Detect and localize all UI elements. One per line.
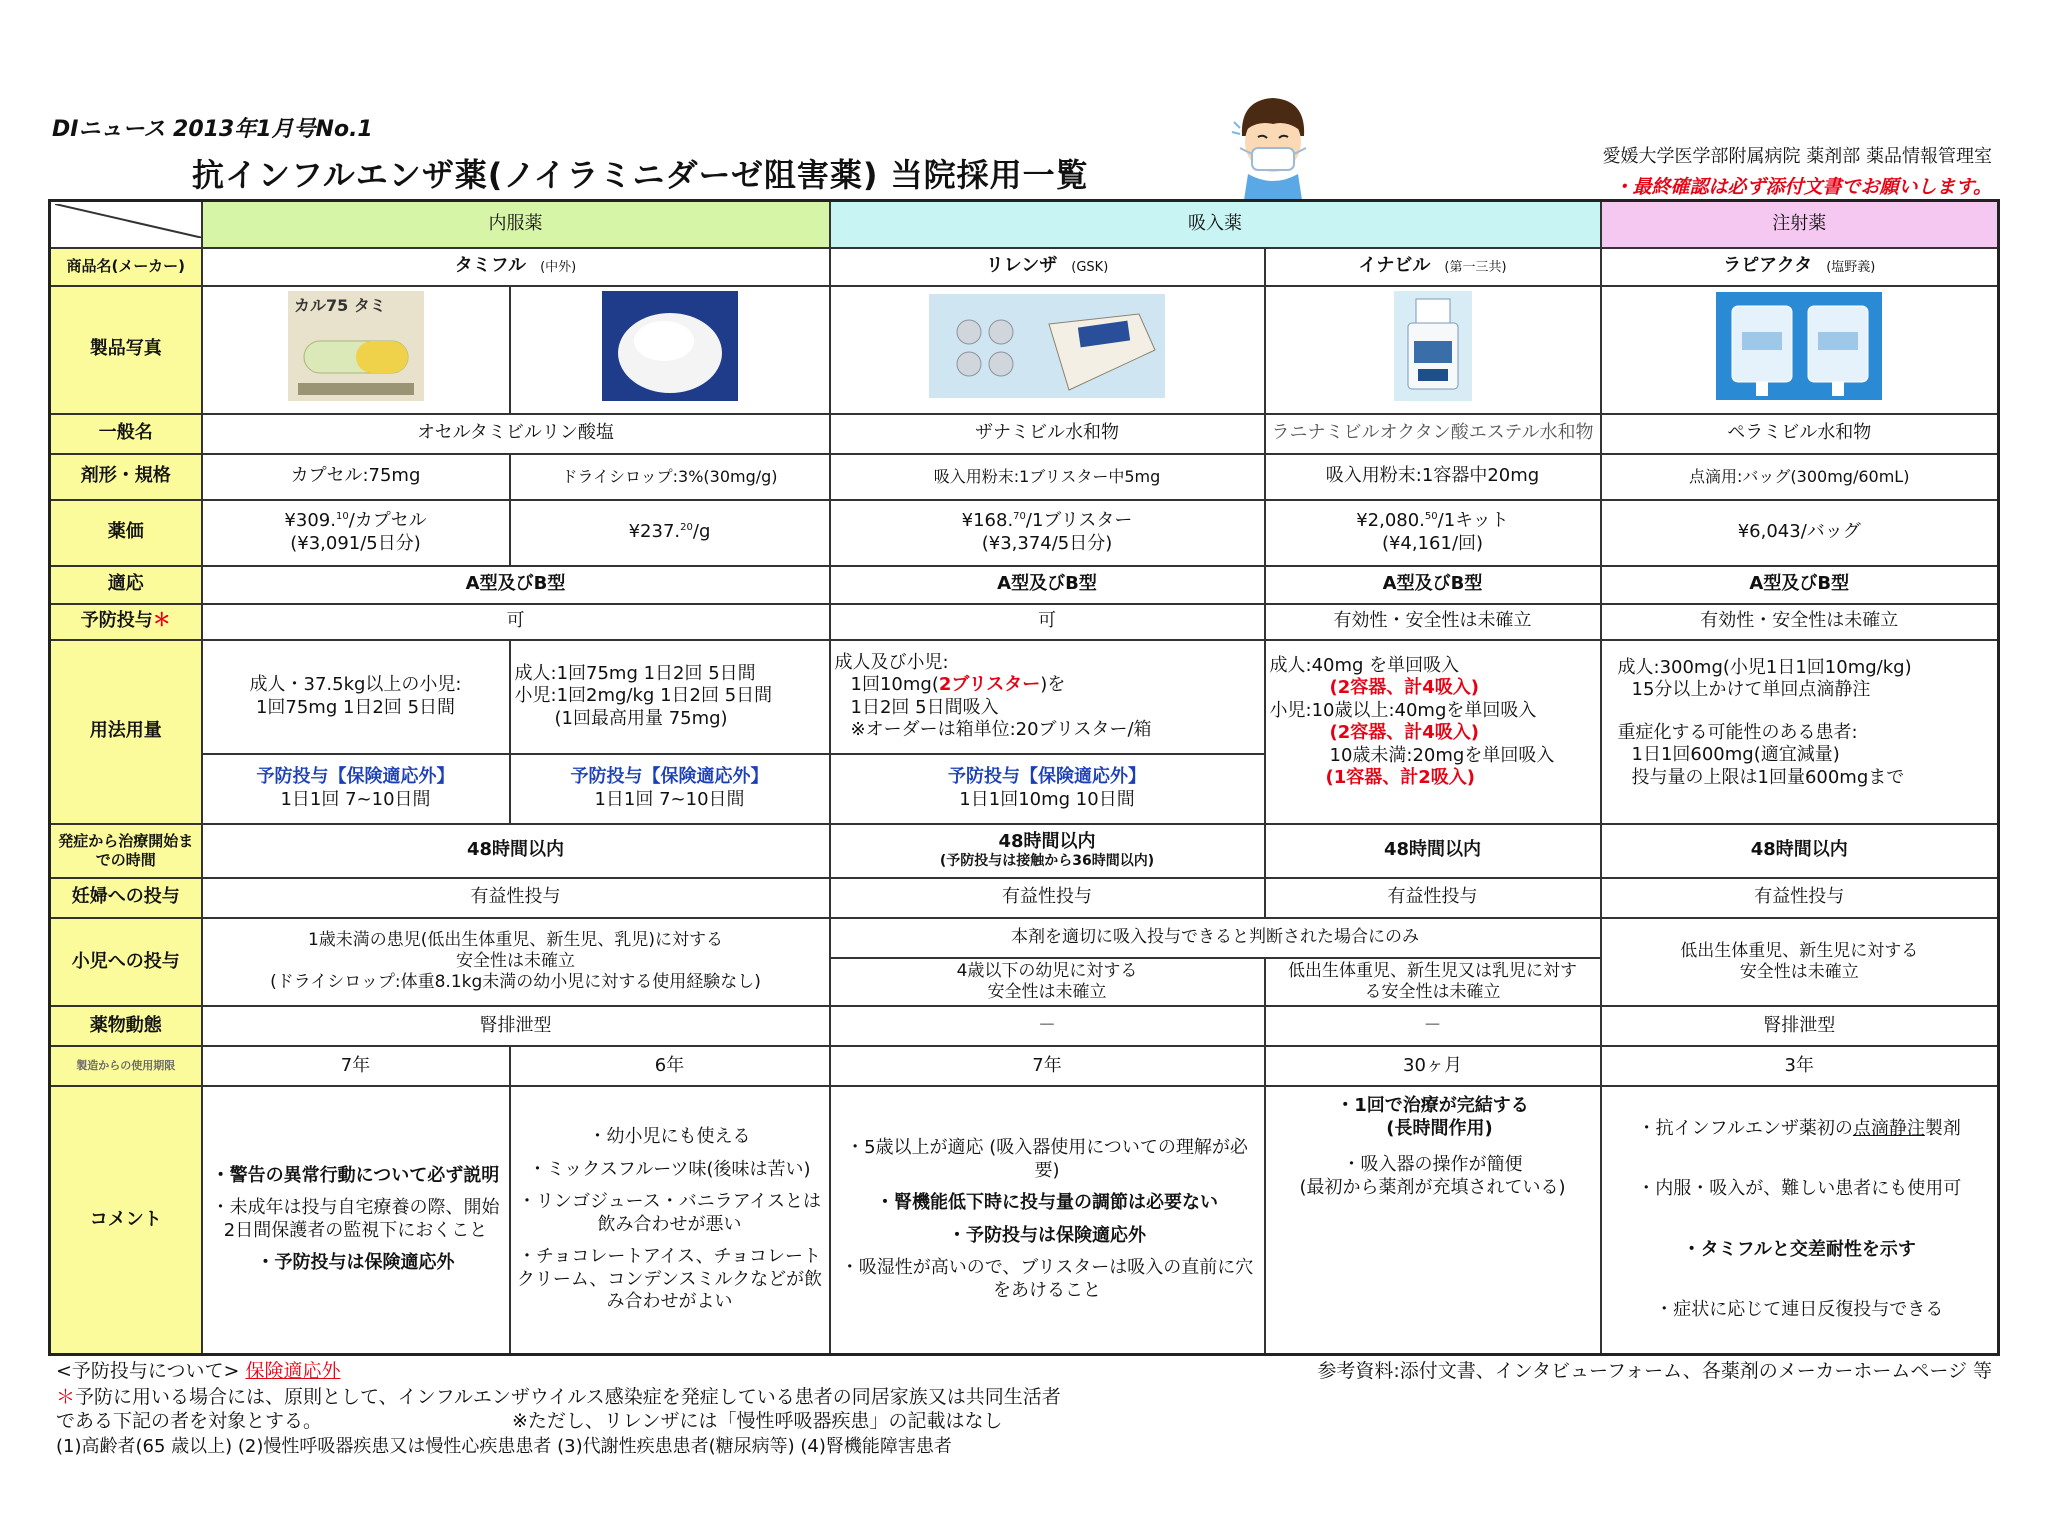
mascot-illustration: [1228, 92, 1318, 200]
dosage-line: 1日1回 7~10日間: [280, 788, 431, 810]
dosage-line: 投与量の上限は1回量600mgまで: [1631, 766, 1905, 788]
price-total: (¥3,091/5日分): [290, 532, 421, 554]
pediatric-line: 1歳未満の患児(低出生体重児、新生児、乳児)に対する: [307, 929, 724, 950]
pediatric-inavir: [1265, 958, 1601, 1007]
dosage-line: 1日2回 5日間吸入: [850, 696, 999, 718]
dosage-line: 成人及び小児:: [834, 651, 949, 673]
pediatric-line: 安全性は未確立: [987, 981, 1107, 1002]
dosage-line: 1日1回600mg(適宜減量): [1631, 744, 1840, 765]
price-value: ¥309.: [284, 510, 336, 531]
comment-item: ・ミックスフルーツ味(後味は苦い): [528, 1158, 811, 1180]
price-total: (¥3,374/5日分): [981, 532, 1113, 554]
dosage-prophylaxis-tamiflu-ds: [510, 754, 830, 824]
dosage-highlight: (1容器、計2吸入): [1325, 767, 1476, 788]
row-label-indication: 適応: [50, 566, 202, 604]
diskhaler-photo: [929, 294, 1165, 398]
photo-tamiflu-capsule: [202, 286, 510, 414]
comment-relenza: [830, 1086, 1265, 1354]
comment-item: ・幼小児にも使える: [588, 1126, 751, 1147]
pediatric-inhaled-common: 本剤を適切に吸入投与できると判断された場合にのみ: [830, 918, 1601, 958]
price-relenza: [830, 500, 1265, 566]
pediatric-relenza: [830, 958, 1265, 1007]
comment-item: ・吸入器の操作が簡便: [1342, 1154, 1523, 1175]
comment-item: ・予防投与は保険適応外: [948, 1224, 1146, 1246]
price-unit: /1ブリスター: [1025, 510, 1133, 531]
comment-item: ・警告の異常行動について必ず説明: [211, 1164, 500, 1186]
maker-name: (中外): [540, 260, 577, 276]
row-label-form: 剤形・規格: [50, 454, 202, 500]
dosage-line: 成人・37.5kg以上の小児:: [249, 674, 462, 695]
comment-item: ・内服・吸入が、難しい患者にも使用可: [1637, 1178, 1962, 1200]
photo-tamiflu-ds: [510, 286, 830, 414]
dosage-line: 1回75mg 1日2回 5日間: [255, 696, 456, 718]
label-text: 予防投与: [80, 610, 153, 632]
page-title: 抗インフルエンザ薬(ノイラミニダーゼ阻害薬) 当院採用一覧: [192, 156, 1089, 194]
comment-tamiflu-capsule: [202, 1086, 510, 1354]
comment-item: ・吸湿性が高いので、ブリスターは吸入の直前に穴をあけること: [840, 1257, 1254, 1301]
corner-cell: [50, 201, 202, 248]
warning-note: ・最終確認は必ず添付文書でお願いします。: [1613, 176, 1992, 198]
onset-relenza: [830, 824, 1265, 878]
iv-bag-photo: [1716, 292, 1882, 400]
price-line: [835, 510, 1260, 533]
comment-text: 製剤: [1924, 1117, 1961, 1139]
footnote-line: である下記の者を対象とする。: [56, 1410, 323, 1432]
pediatric-rapiacta: [1601, 918, 1999, 1007]
kinetics-relenza: －: [830, 1006, 1265, 1046]
row-label-dosage: 用法用量: [50, 640, 202, 824]
dosage-tamiflu-ds: [510, 640, 830, 754]
pediatric-line: 低出生体重児、新生児に対する: [1680, 940, 1919, 961]
form-relenza: 吸入用粉末:1ブリスター中5mg: [830, 454, 1265, 500]
prophylaxis-title: 予防投与【保険適応外】: [570, 766, 769, 787]
comment-item: ・タミフルと交差耐性を示す: [1682, 1238, 1916, 1260]
onset-note: (予防投与は接触から36時間以内): [939, 853, 1155, 869]
product-name: ラピアクタ: [1723, 255, 1813, 277]
pregnancy-rapiacta: 有益性投与: [1601, 878, 1999, 918]
dosage-line: 1日1回 7~10日間: [594, 788, 745, 810]
maker-name: (GSK): [1071, 260, 1109, 276]
spacer: [1618, 702, 1994, 722]
dosage-line: 成人:40mg を単回吸入: [1269, 654, 1460, 676]
price-value: ¥168.: [961, 510, 1014, 531]
footnote-text: 予防に用いる場合には、原則として、インフルエンザウイルス感染症を発症している患者の同居家族又は共同生活者: [75, 1386, 1061, 1408]
pediatric-line: (ドライシロップ:体重8.1kg未満の幼小児に対する使用経験なし): [270, 972, 761, 993]
dosage-line: 成人:300mg(小児1日1回10mg/kg): [1617, 656, 1912, 678]
comment-item: ・予防投与は保険適応外: [256, 1252, 455, 1274]
price-value: ¥237.: [628, 521, 681, 543]
prophylaxis-title: 予防投与【保険適応外】: [256, 766, 455, 787]
comment-item: ・リンゴジュース・バニラアイスとは飲み合わせが悪い: [518, 1191, 821, 1235]
indication-inavir: A型及びB型: [1265, 566, 1601, 604]
drug-comparison-table: [48, 199, 2000, 1356]
comment-rapiacta: [1601, 1086, 1999, 1354]
comment-item: [1606, 1118, 1994, 1141]
inhaler-photo: [1394, 291, 1472, 401]
dosage-prophylaxis-relenza: [830, 754, 1265, 824]
form-tamiflu-ds: ドライシロップ:3%(30mg/g): [510, 454, 830, 500]
comment-tamiflu-ds: [510, 1086, 830, 1354]
pediatric-line: る安全性は未確立: [1364, 981, 1501, 1002]
form-rapiacta: 点滴用:バッグ(300mg/60mL): [1601, 454, 1999, 500]
footnote-title: <予防投与について>: [56, 1360, 240, 1382]
dosage-line: 小児:10歳以上:40mgを単回吸入: [1269, 699, 1537, 721]
capsule-photo: [288, 291, 424, 401]
category-inhaled: 吸入薬: [830, 201, 1601, 248]
row-label-comment: コメント: [50, 1086, 202, 1354]
references-note: 参考資料:添付文書、インタビューフォーム、各薬剤のメーカーホームページ 等: [1317, 1360, 1992, 1382]
onset-tamiflu: 48時間以内: [202, 824, 830, 878]
product-inavir: [1265, 248, 1601, 286]
dosage-highlight: (2容器、計4吸入): [1329, 677, 1480, 698]
comment-item: ・5歳以上が適応 (吸入器使用についての理解が必要): [846, 1137, 1248, 1181]
maker-name: (塩野義): [1826, 260, 1876, 276]
generic-rapiacta: ペラミビル水和物: [1601, 414, 1999, 454]
kinetics-rapiacta: 腎排泄型: [1601, 1006, 1999, 1046]
row-label-prophylaxis: [50, 604, 202, 640]
onset-rapiacta: 48時間以内: [1601, 824, 1999, 878]
pediatric-line: 安全性は未確立: [456, 951, 575, 972]
product-rapiacta: [1601, 248, 1999, 286]
dosage-line: 10歳未満:20mgを単回吸入: [1329, 744, 1555, 766]
comment-inavir: [1265, 1086, 1601, 1354]
photo-inavir: [1265, 286, 1601, 414]
dosage-highlight: 2ブリスター: [938, 674, 1041, 695]
generic-relenza: ザナミビル水和物: [830, 414, 1265, 454]
prophylaxis-inavir: 有効性・安全性は未確立: [1265, 604, 1601, 640]
row-label-price: 薬価: [50, 500, 202, 566]
dosage-line: 成人:1回75mg 1日2回 5日間: [514, 662, 756, 684]
prophylaxis-footnote-title: [56, 1356, 341, 1383]
pediatric-line: 低出生体重児、新生児又は乳児に対す: [1288, 960, 1577, 981]
years-inavir: 30ヶ月: [1265, 1046, 1601, 1086]
price-tamiflu-ds: [510, 500, 830, 566]
pediatric-line: 4歳以下の幼児に対する: [956, 960, 1138, 981]
photo-rapiacta: [1601, 286, 1999, 414]
product-name: イナビル: [1358, 255, 1431, 277]
row-label-generic: 一般名: [50, 414, 202, 454]
indication-rapiacta: A型及びB型: [1601, 566, 1999, 604]
kinetics-inavir: －: [1265, 1006, 1601, 1046]
category-injection: 注射薬: [1601, 201, 1999, 248]
product-relenza: [830, 248, 1265, 286]
price-unit: /1キット: [1437, 510, 1509, 531]
dosage-line: 1日1回10mg 10日間: [959, 788, 1135, 810]
price-decimal: 20: [680, 522, 693, 534]
indication-relenza: A型及びB型: [830, 566, 1265, 604]
onset-inavir: 48時間以内: [1265, 824, 1601, 878]
comment-item: ・未成年は投与自宅療養の際、開始2日間保護者の監視下におくこと: [211, 1197, 500, 1241]
row-label-years: 製造からの使用期限: [50, 1046, 202, 1086]
dosage-line: (1回最高用量 75mg): [554, 707, 728, 729]
price-rapiacta: ¥6,043/バッグ: [1601, 500, 1999, 566]
comment-item: (最初から薬剤が充填されている): [1299, 1176, 1566, 1198]
price-tamiflu-capsule: [202, 500, 510, 566]
row-label-pregnancy: 妊婦への投与: [50, 878, 202, 918]
dosage-text: )を: [1040, 674, 1066, 695]
product-name: リレンザ: [985, 255, 1058, 277]
generic-tamiflu: オセルタミビルリン酸塩: [202, 414, 830, 454]
pediatric-tamiflu: [202, 918, 830, 1007]
price-decimal: 50: [1424, 511, 1438, 522]
price-decimal: 10: [335, 511, 349, 522]
row-label-product: 商品名(メーカー): [50, 248, 202, 286]
prophylaxis-rapiacta: 有効性・安全性は未確立: [1601, 604, 1999, 640]
generic-inavir: ラニナミビルオクタン酸エステル水和物: [1265, 414, 1601, 454]
dosage-tamiflu-capsule: [202, 640, 510, 754]
dosage-line: 小児:1回2mg/kg 1日2回 5日間: [514, 685, 773, 707]
asterisk-mark: ＊: [152, 610, 171, 632]
spacer: [1270, 1140, 1596, 1154]
insurance-flag: 保険適応外: [245, 1360, 341, 1382]
category-oral: 内服薬: [202, 201, 830, 248]
photo-relenza: [830, 286, 1265, 414]
price-line: [1270, 510, 1596, 533]
dosage-line: 15分以上かけて単回点滴静注: [1631, 679, 1871, 700]
price-inavir: [1265, 500, 1601, 566]
product-tamiflu: [202, 248, 830, 286]
kinetics-tamiflu: 腎排泄型: [202, 1006, 830, 1046]
prophylaxis-title: 予防投与【保険適応外】: [948, 766, 1146, 787]
years-tamiflu-capsule: 7年: [202, 1046, 510, 1086]
pediatric-line: 安全性は未確立: [1739, 961, 1859, 982]
pregnancy-inavir: 有益性投与: [1265, 878, 1601, 918]
dosage-line: 重症化する可能性のある患者:: [1617, 721, 1858, 743]
powder-photo: [602, 291, 738, 401]
row-label-onset: 発症から治療開始までの時間: [50, 824, 202, 878]
footnote-line: (1)高齢者(65 歳以上) (2)慢性呼吸器疾患又は慢性心疾患患者 (3)代謝性疾患患者(糖尿病等) (4)腎機能障害患者: [56, 1436, 952, 1457]
price-decimal: 70: [1013, 511, 1026, 522]
prophylaxis-tamiflu: 可: [202, 604, 830, 640]
row-label-pediatric: 小児への投与: [50, 918, 202, 1007]
footnote-line: ※ただし、リレンザには「慢性呼吸器疾患」の記載はなし: [512, 1410, 1003, 1432]
asterisk-mark: ＊: [56, 1386, 76, 1408]
product-name: タミフル: [454, 255, 527, 277]
comment-item: ・症状に応じて連日反復投与できる: [1655, 1299, 1944, 1321]
price-total: (¥4,161/回): [1381, 532, 1484, 554]
dosage-prophylaxis-tamiflu-capsule: [202, 754, 510, 824]
comment-text: ・抗インフルエンザ薬初の: [1637, 1117, 1853, 1139]
dosage-highlight: (2容器、計4吸入): [1329, 722, 1480, 743]
price-unit: /g: [692, 521, 711, 543]
onset-value: 48時間以内: [998, 830, 1096, 852]
dosage-text: 1回10mg(: [850, 674, 939, 695]
indication-tamiflu: A型及びB型: [202, 566, 830, 604]
dosage-relenza: [830, 640, 1265, 754]
diagonal-line: [55, 204, 202, 238]
dosage-rapiacta: [1601, 640, 1999, 824]
form-tamiflu-capsule: カプセル:75mg: [202, 454, 510, 500]
years-tamiflu-ds: 6年: [510, 1046, 830, 1086]
form-inavir: 吸入用粉末:1容器中20mg: [1265, 454, 1601, 500]
prophylaxis-relenza: 可: [830, 604, 1265, 640]
dosage-line: [835, 674, 1260, 697]
dosage-line: ※オーダーは箱単位:20ブリスター/箱: [850, 719, 1152, 740]
pregnancy-tamiflu: 有益性投与: [202, 878, 830, 918]
row-label-photo: 製品写真: [50, 286, 202, 414]
comment-item: (長時間作用): [1386, 1117, 1493, 1139]
price-line: [207, 510, 505, 533]
comment-item: ・1回で治療が完結する: [1336, 1095, 1529, 1116]
department-label: 愛媛大学医学部附属病院 薬剤部 薬品情報管理室: [1602, 146, 1992, 167]
price-value: ¥2,080.: [1356, 510, 1425, 531]
photo-label: カル75 タミ: [293, 296, 386, 316]
row-label-kinetics: 薬物動態: [50, 1006, 202, 1046]
comment-item: ・チョコレートアイス、チョコレートクリーム、コンデンスミルクなどが飲み合わせがよい: [516, 1246, 823, 1312]
issue-label: DIニュース 2013年1月号No.1: [52, 117, 373, 142]
years-rapiacta: 3年: [1601, 1046, 1999, 1086]
comment-item: ・腎機能低下時に投与量の調節は必要ない: [876, 1192, 1218, 1214]
maker-name: (第一三共): [1444, 260, 1507, 276]
dosage-inavir: [1265, 640, 1601, 824]
comment-underlined: 点滴静注: [1852, 1117, 1925, 1139]
pregnancy-relenza: 有益性投与: [830, 878, 1265, 918]
footnote-line: [56, 1382, 1061, 1409]
years-relenza: 7年: [830, 1046, 1265, 1086]
price-unit: /カプセル: [348, 510, 427, 531]
